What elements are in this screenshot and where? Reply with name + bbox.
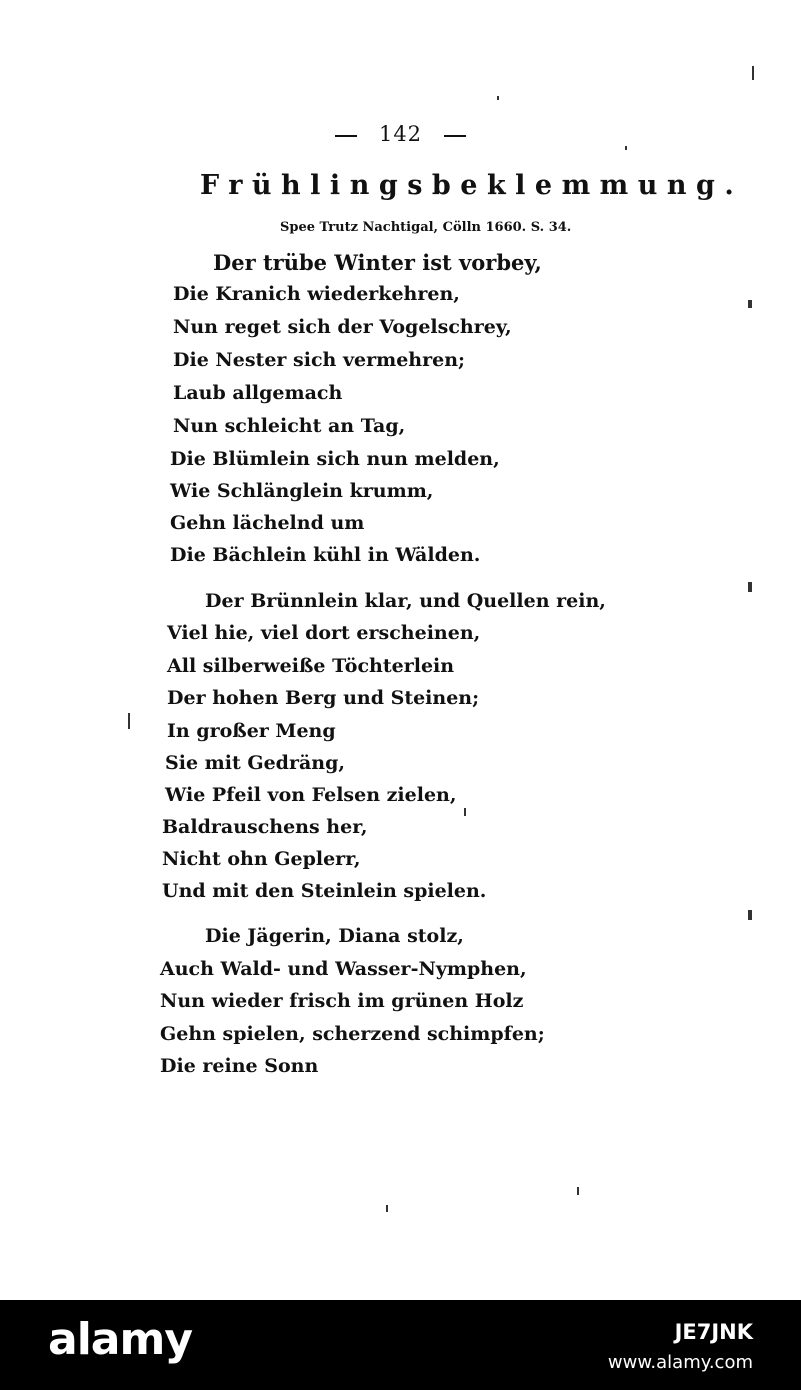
site-url: www.alamy.com xyxy=(607,1352,753,1373)
right-dash xyxy=(444,135,466,137)
scan-speck xyxy=(625,146,627,150)
poem-line: Die Bächlein kühl in Wälden. xyxy=(170,544,481,566)
poem-line: Gehn lächelnd um xyxy=(170,512,365,534)
left-dash xyxy=(335,135,357,137)
scan-speck xyxy=(128,713,130,729)
scan-speck xyxy=(748,910,752,920)
alamy-logo: alamy xyxy=(48,1314,192,1365)
poem-line: Der Brünnlein klar, und Quellen rein, xyxy=(205,590,606,612)
page-number: 142 xyxy=(378,122,423,146)
scan-speck xyxy=(464,808,466,816)
poem-line: Auch Wald- und Wasser-Nymphen, xyxy=(160,958,527,980)
poem-line: All silberweiße Töchterlein xyxy=(167,655,455,677)
poem-line: Viel hie, viel dort erscheinen, xyxy=(167,622,481,644)
image-id: JE7JNK xyxy=(674,1320,753,1344)
poem-line: Die reine Sonn xyxy=(160,1055,319,1077)
poem-title: Frühlingsbeklemmung. xyxy=(200,170,744,201)
poem-line: Nun wieder frisch im grünen Holz xyxy=(160,990,524,1012)
poem-line: Gehn spielen, scherzend schimpfen; xyxy=(160,1023,545,1045)
poem-line: Der hohen Berg und Steinen; xyxy=(167,687,480,709)
poem-line: Die Nester sich vermehren; xyxy=(173,349,466,371)
poem-line: Nicht ohn Geplerr, xyxy=(162,848,361,870)
poem-line: Wie Schlänglein krumm, xyxy=(170,480,434,502)
scan-speck xyxy=(386,1205,388,1212)
poem-line: Nun schleicht an Tag, xyxy=(173,415,406,437)
poem-line: Die Blümlein sich nun melden, xyxy=(170,448,500,470)
poem-line: Die Kranich wiederkehren, xyxy=(173,283,460,305)
scan-speck xyxy=(497,96,499,100)
poem-line: In großer Meng xyxy=(167,720,336,742)
poem-line: Laub allgemach xyxy=(173,382,343,404)
scan-speck xyxy=(752,66,754,80)
stock-footer xyxy=(0,1300,801,1390)
scan-speck xyxy=(748,582,752,592)
poem-line: Sie mit Gedräng, xyxy=(165,752,345,774)
source-citation: Spee Trutz Nachtigal, Cölln 1660. S. 34. xyxy=(280,220,572,235)
poem-line: Der trübe Winter ist vorbey, xyxy=(213,250,542,275)
poem-line: Baldrauschens her, xyxy=(162,816,368,838)
scan-speck xyxy=(577,1187,579,1195)
scan-speck xyxy=(748,300,752,308)
poem-line: Und mit den Steinlein spielen. xyxy=(162,880,487,902)
poem-line: Nun reget sich der Vogelschrey, xyxy=(173,316,512,338)
poem-line: Wie Pfeil von Felsen zielen, xyxy=(165,784,457,806)
poem-line: Die Jägerin, Diana stolz, xyxy=(205,925,464,947)
page-number-row xyxy=(0,122,801,146)
